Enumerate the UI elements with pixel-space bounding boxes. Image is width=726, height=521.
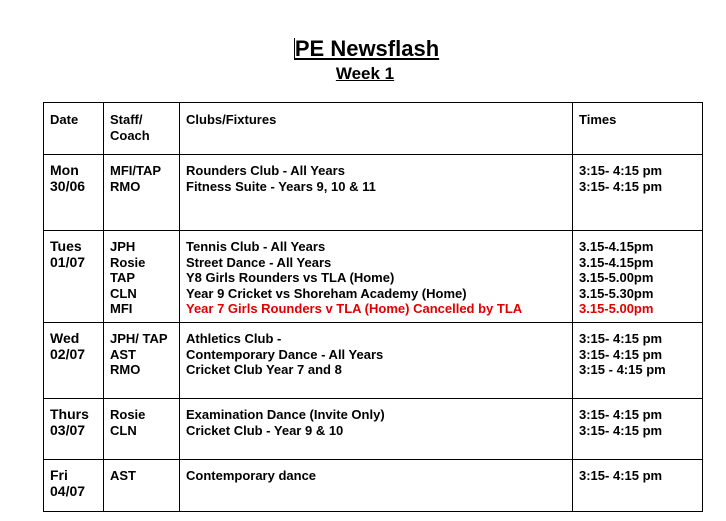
date-label: 03/07 bbox=[50, 421, 86, 438]
club-entry: Rounders Club - All Years bbox=[186, 163, 345, 178]
table-row bbox=[44, 460, 703, 512]
date-label: 01/07 bbox=[50, 253, 86, 270]
date-label: 02/07 bbox=[50, 345, 86, 362]
time-entry-cancelled: 3.15-5.00pm bbox=[579, 301, 654, 316]
staff-entry: RMO bbox=[110, 362, 141, 377]
staff-entry: AST bbox=[110, 346, 136, 362]
club-entry: Tennis Club - All Years bbox=[186, 239, 326, 254]
table-row bbox=[44, 399, 703, 460]
staff-entry: CLN bbox=[110, 285, 137, 301]
time-entry: 3:15 - 4:15 pm bbox=[579, 362, 666, 377]
time-entry: 3:15- 4:15 pm bbox=[579, 178, 663, 194]
day-label: Mon bbox=[50, 162, 79, 178]
time-entry: 3:15- 4:15 pm bbox=[579, 468, 663, 483]
staff-entry: JPH bbox=[110, 239, 136, 254]
date-cell bbox=[44, 155, 104, 231]
times-cell bbox=[573, 231, 703, 323]
time-entry: 3:15- 4:15 pm bbox=[579, 422, 663, 438]
time-entry: 3.15-4.15pm bbox=[579, 239, 654, 254]
column-header-clubs: Clubs/Fixtures bbox=[180, 103, 573, 155]
club-entry: Examination Dance (Invite Only) bbox=[186, 407, 385, 422]
staff-cell bbox=[104, 231, 180, 323]
clubs-cell bbox=[180, 323, 573, 399]
time-entry: 3.15-5.30pm bbox=[579, 285, 654, 301]
times-cell bbox=[573, 323, 703, 399]
schedule-table bbox=[43, 102, 703, 512]
staff-entry: AST bbox=[110, 468, 136, 483]
time-entry: 3.15-5.00pm bbox=[579, 270, 654, 285]
staff-cell bbox=[104, 155, 180, 231]
text-cursor bbox=[294, 38, 295, 60]
date-cell bbox=[44, 323, 104, 399]
date-label: 04/07 bbox=[50, 482, 86, 499]
clubs-cell bbox=[180, 231, 573, 323]
page-subtitle: Week 1 bbox=[335, 64, 395, 83]
table-header-row bbox=[44, 103, 703, 155]
club-entry: Year 9 Cricket vs Shoreham Academy (Home) bbox=[186, 285, 467, 301]
staff-entry: TAP bbox=[110, 270, 136, 285]
time-entry: 3:15- 4:15 pm bbox=[579, 163, 663, 178]
club-entry: Cricket Club - Year 9 & 10 bbox=[186, 422, 344, 438]
column-header-times: Times bbox=[573, 103, 703, 155]
staff-entry: MFI/TAP bbox=[110, 163, 162, 178]
times-cell bbox=[573, 155, 703, 231]
staff-entry: MFI bbox=[110, 301, 133, 316]
club-entry: Contemporary Dance - All Years bbox=[186, 346, 384, 362]
club-entry: Fitness Suite - Years 9, 10 & 11 bbox=[186, 178, 376, 194]
day-label: Thurs bbox=[50, 406, 89, 422]
page-title bbox=[295, 36, 439, 62]
staff-entry: Rosie bbox=[110, 254, 146, 270]
times-cell bbox=[573, 399, 703, 460]
page-title-text: PE Newsflash bbox=[294, 36, 440, 61]
day-label: Fri bbox=[50, 467, 68, 483]
staff-entry: JPH/ TAP bbox=[110, 331, 168, 346]
staff-cell bbox=[104, 399, 180, 460]
day-label: Tues bbox=[50, 238, 82, 254]
table-row bbox=[44, 231, 703, 323]
club-entry: Contemporary dance bbox=[186, 468, 317, 483]
document-header bbox=[0, 36, 726, 84]
time-entry: 3:15- 4:15 pm bbox=[579, 346, 663, 362]
clubs-cell bbox=[180, 399, 573, 460]
clubs-cell bbox=[180, 155, 573, 231]
table-row bbox=[44, 323, 703, 399]
column-header-staff: Staff/ Coach bbox=[104, 103, 180, 155]
date-label: 30/06 bbox=[50, 177, 86, 194]
date-cell bbox=[44, 460, 104, 512]
clubs-cell bbox=[180, 460, 573, 512]
club-entry: Athletics Club - bbox=[186, 331, 282, 346]
staff-cell bbox=[104, 460, 180, 512]
time-entry: 3:15- 4:15 pm bbox=[579, 407, 663, 422]
club-entry: Cricket Club Year 7 and 8 bbox=[186, 362, 342, 377]
club-entry-cancelled: Year 7 Girls Rounders v TLA (Home) Cancelled by TLA bbox=[186, 301, 523, 316]
time-entry: 3:15- 4:15 pm bbox=[579, 331, 663, 346]
club-entry: Street Dance - All Years bbox=[186, 254, 332, 270]
date-cell bbox=[44, 399, 104, 460]
club-entry: Y8 Girls Rounders vs TLA (Home) bbox=[186, 270, 395, 285]
times-cell bbox=[573, 460, 703, 512]
staff-cell bbox=[104, 323, 180, 399]
column-header-date: Date bbox=[44, 103, 104, 155]
table-row bbox=[44, 155, 703, 231]
staff-entry: CLN bbox=[110, 422, 137, 438]
date-cell bbox=[44, 231, 104, 323]
time-entry: 3.15-4.15pm bbox=[579, 254, 654, 270]
staff-entry: Rosie bbox=[110, 407, 146, 422]
staff-entry: RMO bbox=[110, 178, 141, 194]
day-label: Wed bbox=[50, 330, 80, 346]
